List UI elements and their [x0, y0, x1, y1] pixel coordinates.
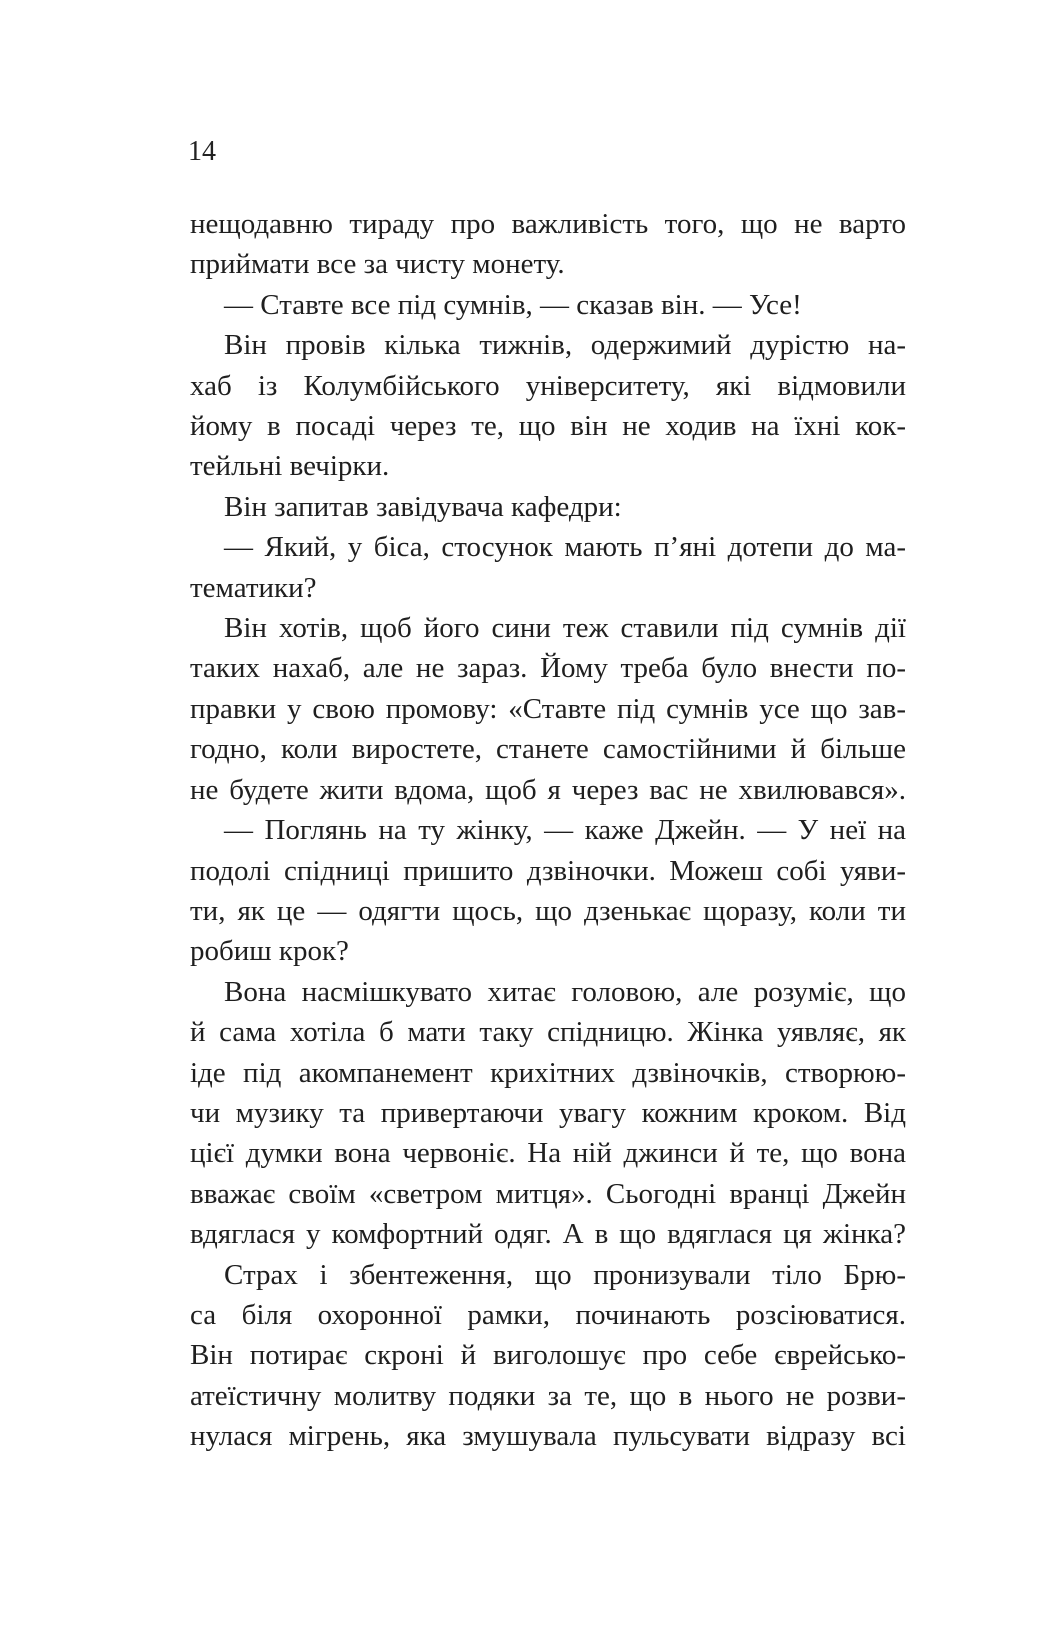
text-line: Він провів кілька тижнів, одержимий дурістю на- [224, 329, 906, 362]
text-line: хаб із Колумбійського університету, які відмовили [190, 369, 906, 402]
text-line: — Який, у біса, стосунок мають п’яні дотепи до ма- [224, 531, 906, 564]
text-line: Вона насмішкувато хитає головою, але розуміє, що [224, 975, 906, 1008]
text-line: й сама хотіла б мати таку спідницю. Жінка уявляє, як [190, 1016, 906, 1049]
text-line: подолі спідниці пришито дзвіночки. Можеш собі уяви- [190, 854, 906, 887]
text-line: нещодавню тираду про важливість того, що не варто [190, 208, 906, 240]
text-line: правки у свою промову: «Ставте під сумнів усе що зав- [190, 692, 906, 725]
text-line: цієї думки вона червоніє. На ній джинси й те, що вона [190, 1137, 906, 1170]
text-line: не будете жити вдома, щоб я через вас не хвилювався». [190, 773, 906, 806]
text-line: Він потирає скроні й виголошує про себе єврейсько- [190, 1339, 906, 1372]
text-line: Він хотів, щоб його сини теж ставили під сумнів дії [224, 612, 906, 645]
text-line: йому в посаді через те, що він не ходив на їхні кок- [190, 410, 906, 443]
text-line: тейльні вечірки. [190, 450, 390, 483]
text-line: са біля охоронної рамки, починають розсіюватися. [190, 1298, 906, 1331]
text-line: — Поглянь на ту жінку, — каже Джейн. — У неї на [224, 814, 906, 847]
text-line: робиш крок? [190, 935, 349, 968]
text-line: нулася мігрень, яка змушувала пульсувати відразу всі [190, 1420, 906, 1453]
text-line: приймати все за чисту монету. [190, 248, 565, 281]
text-line: таких нахаб, але не зараз. Йому треба було внести по- [190, 652, 906, 685]
text-line: атеїстичну молитву подяки за те, що в нього не розви- [190, 1379, 906, 1412]
text-line: іде під акомпанемент крихітних дзвіночків, створюю- [190, 1056, 906, 1089]
text-line: — Ставте все під сумнів, — сказав він. — Усе! [224, 288, 802, 321]
text-line: ти, як це — одягти щось, що дзенькає щоразу, коли ти [190, 894, 906, 927]
text-line: годно, коли виростете, станете самостійними й більше [190, 733, 906, 766]
text-line: тематики? [190, 571, 317, 604]
page-number: 14 [188, 136, 216, 167]
text-line: Страх і збентеження, що пронизували тіло Брю- [224, 1258, 906, 1291]
text-line: вдяглася у комфортний одяг. А в що вдяглася ця жінка? [190, 1218, 906, 1251]
body-text [190, 204, 906, 1457]
text-line: чи музику та привертаючи увагу кожним кроком. Від [190, 1096, 906, 1129]
text-line: Він запитав завідувача кафедри: [224, 490, 622, 523]
text-line: вважає своїм «светром митця». Сьогодні вранці Джейн [190, 1177, 906, 1210]
